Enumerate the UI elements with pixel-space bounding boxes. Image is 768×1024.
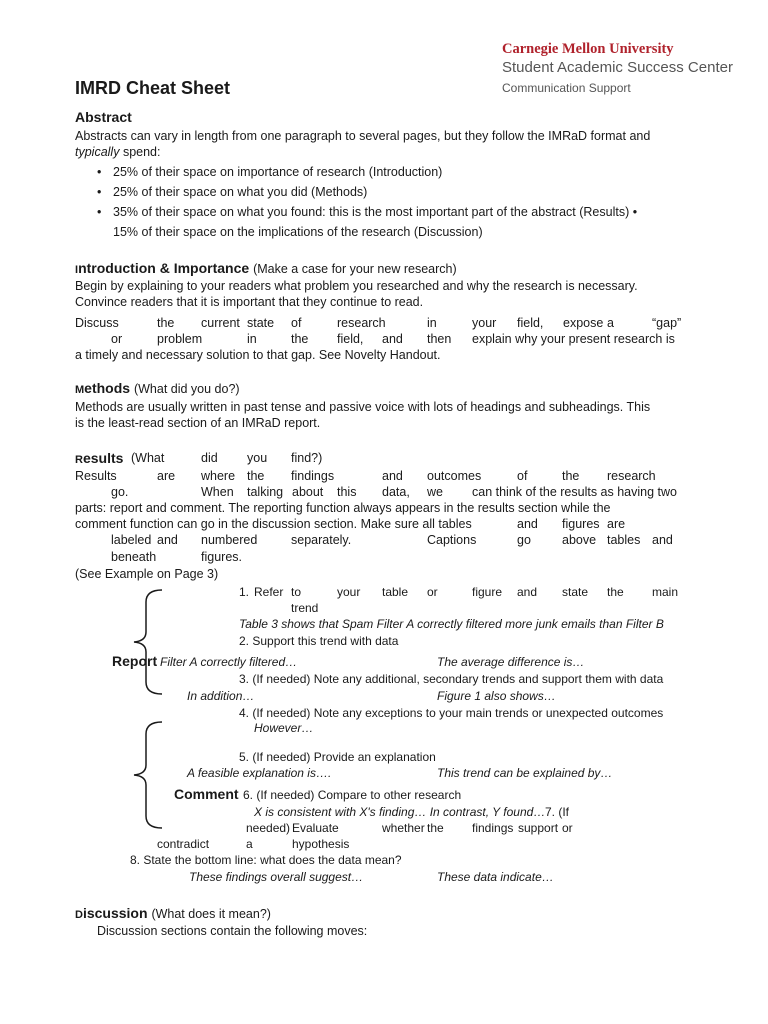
university-name: Carnegie Mellon University <box>502 41 674 57</box>
step-4: 4. (If needed) Note any exceptions to your main trends or unexpected outcomes <box>239 706 664 720</box>
step-2: 2. Support this trend with data <box>239 634 399 648</box>
discussion-subheading: (What does it mean?) <box>151 907 271 921</box>
abstract-emphasis: typically <box>75 145 120 159</box>
introduction-paragraph-line: Convince readers that it is important that they continue to read. <box>75 295 424 309</box>
step-2-example: Filter A correctly filtered… <box>160 655 298 669</box>
abstract-intro-line-2 <box>75 144 160 160</box>
abstract-intro-line-1: Abstracts can vary in length from one paragraph to several pages, but they follow the IMRaD format and <box>75 129 651 143</box>
abstract-bullet: • 25% of their space on what you did (Methods) <box>113 184 367 200</box>
step-1-example: Table 3 shows that Spam Filter A correctly filtered more junk emails than Filter B <box>239 617 664 631</box>
introduction-paragraph-line: a timely and necessary solution to that gap. See Novelty Handout. <box>75 348 441 362</box>
step-8-example: These data indicate… <box>437 870 554 884</box>
step-4-example: However… <box>254 721 314 735</box>
abstract-bullet-continued: 15% of their space on the implications of the research (Discussion) <box>113 225 483 239</box>
step-8: 8. State the bottom line: what does the data mean? <box>130 853 402 867</box>
report-brace <box>128 588 168 696</box>
step-6-example: X is consistent with X's finding… In contrast, Y found… <box>254 805 546 819</box>
methods-paragraph-line: is the least-read section of an IMRaD report. <box>75 416 321 430</box>
comment-label: Comment <box>174 786 239 802</box>
step-3-example: In addition… <box>187 689 255 703</box>
abstract-bullet: • 35% of their space on what you found: this is the most important part of the abstract (Results) • <box>113 204 637 220</box>
discussion-paragraph: Discussion sections contain the following moves: <box>97 924 368 938</box>
results-see-example: (See Example on Page 3) <box>75 567 219 581</box>
step-5-example: This trend can be explained by… <box>437 766 613 780</box>
abstract-intro-tail: spend: <box>119 145 161 159</box>
step-3-example: Figure 1 also shows… <box>437 689 556 703</box>
abstract-heading: Abstract <box>75 109 132 125</box>
step-8-example: These findings overall suggest… <box>189 870 364 884</box>
abstract-bullet: • 25% of their space on importance of research (Introduction) <box>113 164 442 180</box>
report-label: Report <box>112 653 158 669</box>
step-5-example: A feasible explanation is…. <box>187 766 332 780</box>
step-6: 6. (If needed) Compare to other research <box>243 788 462 802</box>
methods-heading: Methods (What did you do?) <box>75 380 240 396</box>
center-name: Student Academic Success Center <box>502 59 733 76</box>
introduction-paragraph-line: Begin by explaining to your readers what problem you researched and why the research is necessary. <box>75 279 638 293</box>
introduction-subheading: (Make a case for your new research) <box>253 262 457 276</box>
discussion-heading: Discussion (What does it mean?) <box>75 905 271 921</box>
methods-subheading: (What did you do?) <box>133 382 240 396</box>
unit-name: Communication Support <box>502 81 631 95</box>
comment-brace <box>128 720 168 830</box>
step-7-number: 7. (If <box>545 805 570 819</box>
page-title: IMRD Cheat Sheet <box>75 78 231 98</box>
step-3: 3. (If needed) Note any additional, secondary trends and support them with data <box>239 672 664 686</box>
step-5: 5. (If needed) Provide an explanation <box>239 750 436 764</box>
results-paragraph-line: parts: report and comment. The reporting function always appears in the results section while the <box>75 501 611 515</box>
step-2-example: The average difference is… <box>437 655 585 669</box>
introduction-heading: Introduction & Importance (Make a case for your new research) <box>75 260 457 276</box>
methods-paragraph-line: Methods are usually written in past tense and passive voice with lots of headings and subheadings. This <box>75 400 651 414</box>
